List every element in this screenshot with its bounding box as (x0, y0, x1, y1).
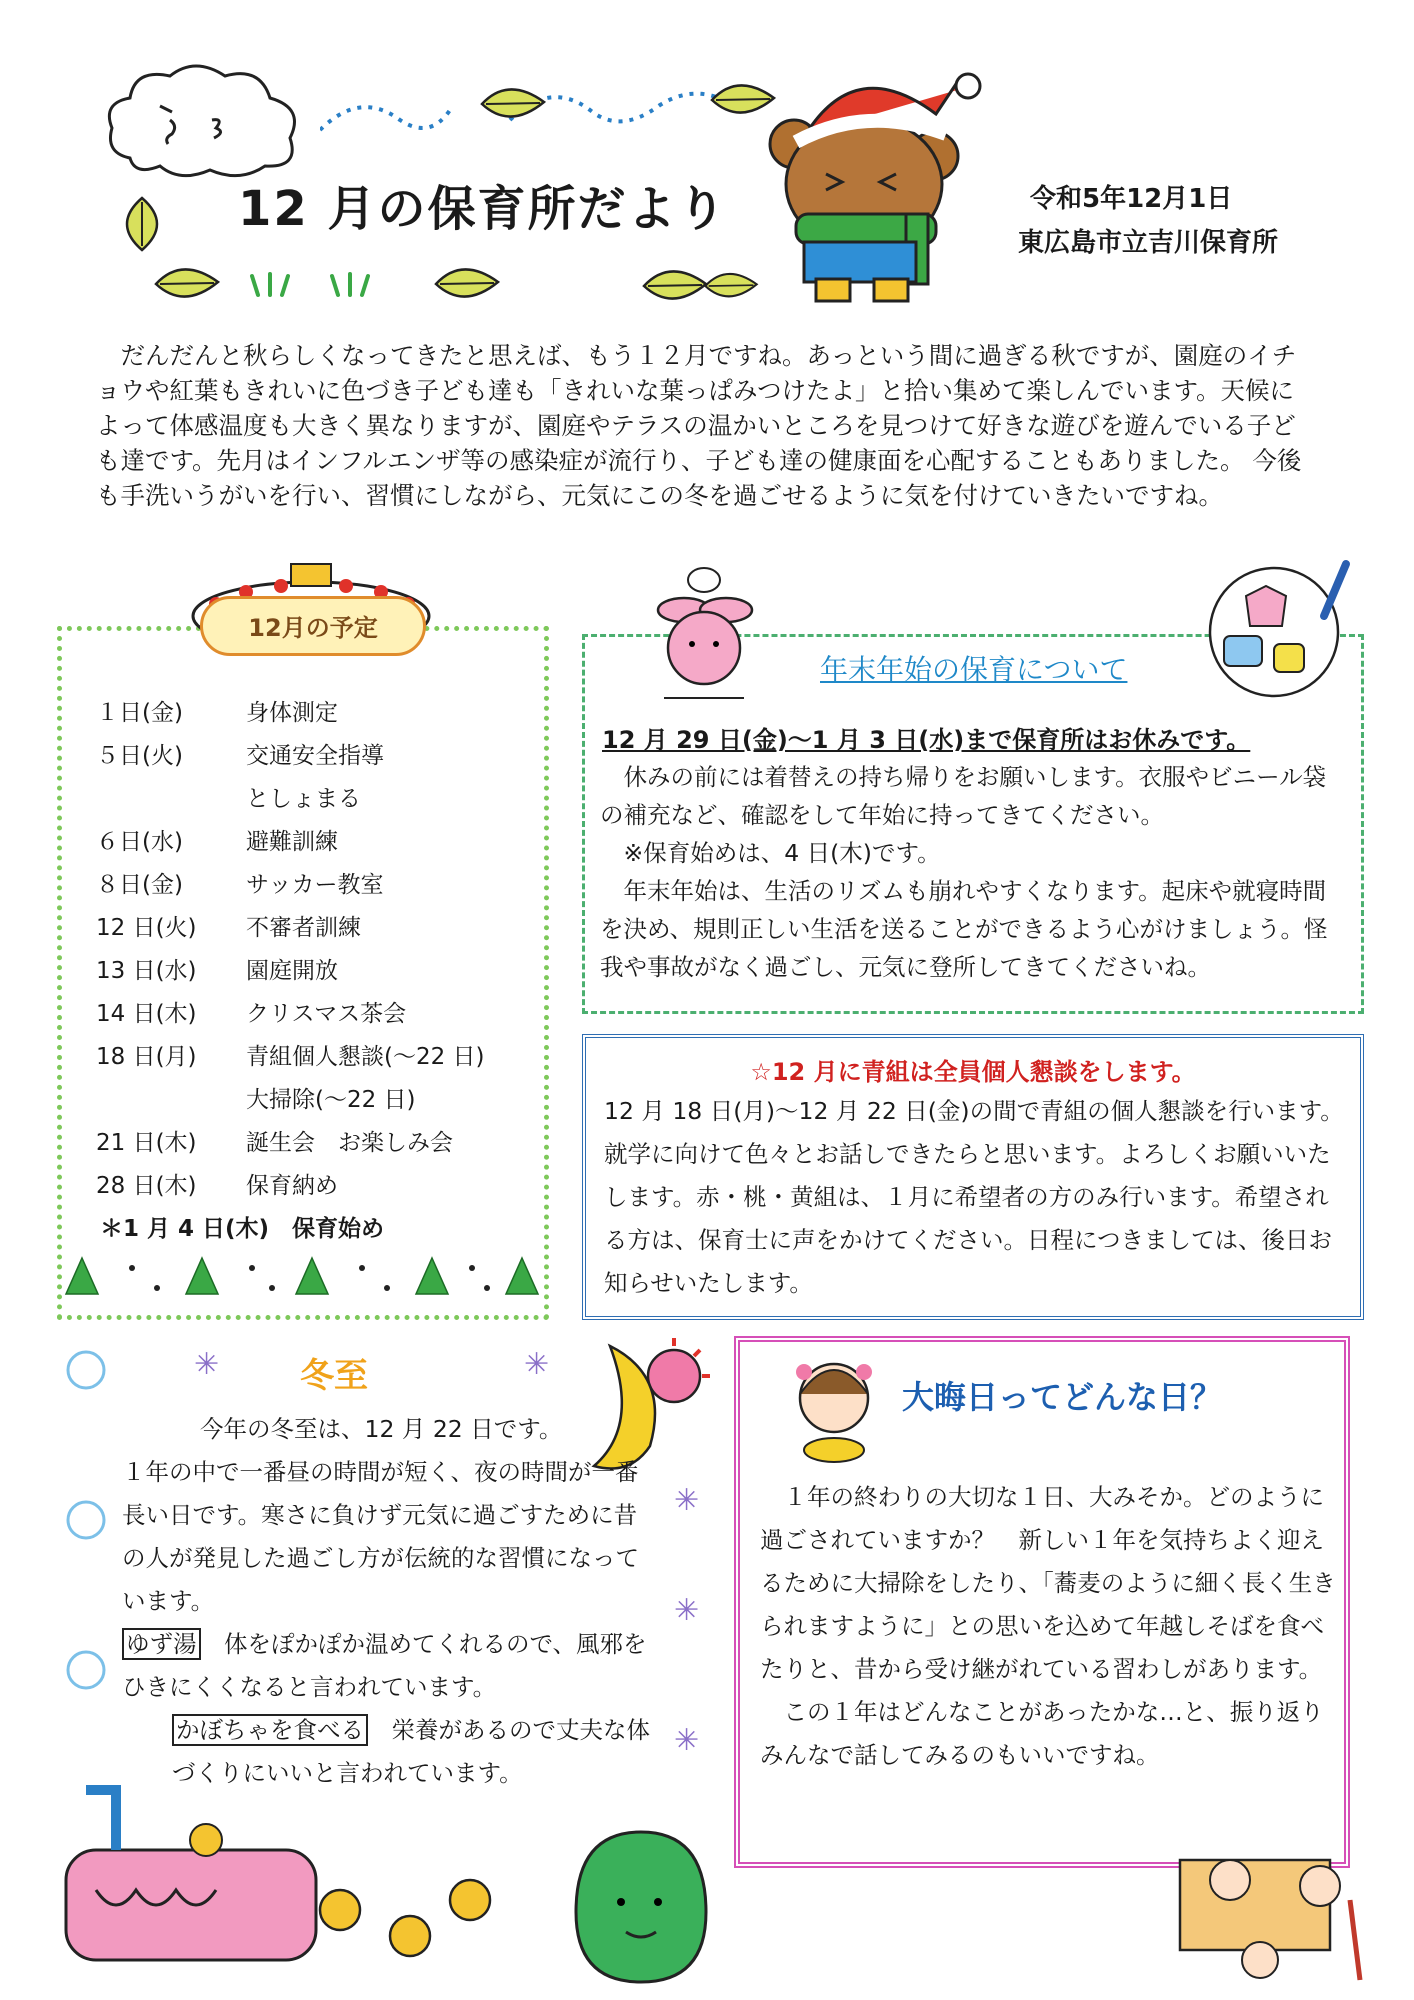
aogumi-title: ☆12 月に青組は全員個人懇談をします。 (750, 1058, 1196, 1086)
schedule-item: 13 日(水) 園庭開放 (96, 958, 338, 984)
schedule-item: 12 日(火) 不審者訓練 (96, 915, 361, 941)
leaf-icon (640, 264, 710, 308)
schedule-item: 21 日(木) 誕生会 お楽しみ会 (96, 1130, 453, 1156)
grass-icon (248, 270, 408, 300)
leaf-icon (112, 194, 172, 254)
schedule-item: 18 日(月) 青組個人懇談(～22 日) (96, 1044, 485, 1070)
cleaning-kids-icon (1170, 1840, 1370, 1990)
schedule-item: ８日(金) サッカー教室 (96, 872, 384, 898)
svg-text:✳: ✳ (674, 1593, 700, 1628)
schedule-item: 14 日(木) クリスマス茶会 (96, 1001, 407, 1027)
omisoka-body: １年の終わりの大切な１日、大みそか。どのように過ごされていますか？ 新しい１年を気持ちよく迎えるために大掃除をしたり、「蕎麦のように細く長く生きられますように」との思いを込めて年越しそばを食べたりと、昔から受け継がれている習わしがあります。 この１年はどんなことがあったかな…と、振り返りみんなで話してみるのもいいですね。 (760, 1483, 1336, 1769)
nenmatsu-title: 年末年始の保育について (820, 653, 1128, 686)
nenmatsu-lead: 12 月 29 日(金)～1 月 3 日(水)まで保育所はお休みです。 (602, 726, 1251, 754)
cloud-face-icon (100, 58, 310, 188)
schedule-item: としょまる (246, 786, 361, 812)
girl-soba-icon (774, 1350, 894, 1470)
leaf-icon (152, 262, 222, 306)
kabocha-label: かぼちゃを食べる (172, 1714, 368, 1746)
schedule-title: 12月の予定 (248, 614, 378, 642)
nenmatsu-body: 休みの前には着替えの持ち帰りをお願いします。衣服やビニール袋の補充など、確認をして年始に持ってきてください。 ※保育始めは、4 日(木)です。 年末年始は、生活のリズムも崩れやすくなります。起床や就寝時間を決め、規則正しい生活を送ることができるよう心がけましょう。怪我や事故がなく過ごし、元気に登所してきてくださいね。 (600, 763, 1328, 981)
schedule-item: １日(金) 身体測定 (96, 700, 338, 726)
pumpkin-icon (566, 1812, 716, 1992)
toji-title: 冬至 (300, 1356, 368, 1396)
schedule-item: 28 日(木) 保育納め (96, 1173, 338, 1199)
baby-clothes-icon (1206, 556, 1356, 706)
yuzu-label: ゆず湯 (122, 1628, 201, 1660)
organization-name: 東広島市立吉川保育所 (1018, 228, 1279, 258)
schedule-item: ５日(火) 交通安全指導 (96, 743, 384, 769)
toji-body: 今年の冬至は、12 月 22 日です。 １年の中で一番昼の時間が短く、夜の時間が一番長い日です。寒さに負けず元気に過ごすために昔の人が発見した過ごし方が伝統的な習慣になっています。 ゆず湯 体をぽかぽか温めてくれるので、風邪をひきにくくなると言われています。 かぼちゃを食べる 栄養があるので丈夫な体づくりにいいと言われています。 (122, 1415, 650, 1787)
tree-icon (62, 1254, 542, 1304)
svg-text:✳: ✳ (524, 1347, 550, 1382)
bath-icon (56, 1770, 326, 1986)
bear-santa-icon (756, 64, 986, 309)
leaf-icon (432, 262, 502, 306)
yuzu-icon (300, 1840, 520, 1970)
svg-text:✳: ✳ (194, 1347, 220, 1382)
svg-text:✳: ✳ (674, 1483, 700, 1518)
intro-paragraph: だんだんと秋らしくなってきたと思えば、もう１２月ですね。あっという間に過ぎる秋ですが、園庭のイチョウや紅葉もきれいに色づき子ども達も「きれいな葉っぱみつけたよ」と拾い集めて楽しんでいます。天候によって体感温度も大きく異なりますが、園庭やテラスの温かいところを見つけて好きな遊びを遊んでいる子ども達です。先月はインフルエンザ等の感染症が流行り、子ども達の健康面を心配することもありました。 今後も手洗いうがいを行い、習慣にしながら、元気にこの冬を過ごせるように気を付けていきたいですね。 (96, 341, 1302, 510)
rabbit-icon (644, 560, 764, 710)
omisoka-title: 大晦日ってどんな日？ (902, 1378, 1223, 1416)
issue-date: 令和5年12月1日 (1030, 184, 1233, 214)
schedule-item: ６日(水) 避難訓練 (96, 829, 338, 855)
schedule-note: ＊1 月 4 日(木) 保育始め (100, 1216, 385, 1242)
aogumi-body: 12 月 18 日(月)～12 月 22 日(金)の間で青組の個人懇談を行います。就学に向けて色々とお話しできたらと思います。よろしくお願いいたします。赤・桃・黄組は、１月に希望者の方のみ行います。希望される方は、保育士に声をかけてください。日程につきましては、後日お知らせいたします。 (604, 1097, 1344, 1297)
leaf-icon (478, 82, 548, 126)
page-title: 12 月の保育所だより (238, 181, 728, 237)
schedule-item: 大掃除(～22 日) (246, 1087, 416, 1113)
leaf-icon (702, 264, 760, 308)
svg-text:✳: ✳ (674, 1723, 700, 1758)
